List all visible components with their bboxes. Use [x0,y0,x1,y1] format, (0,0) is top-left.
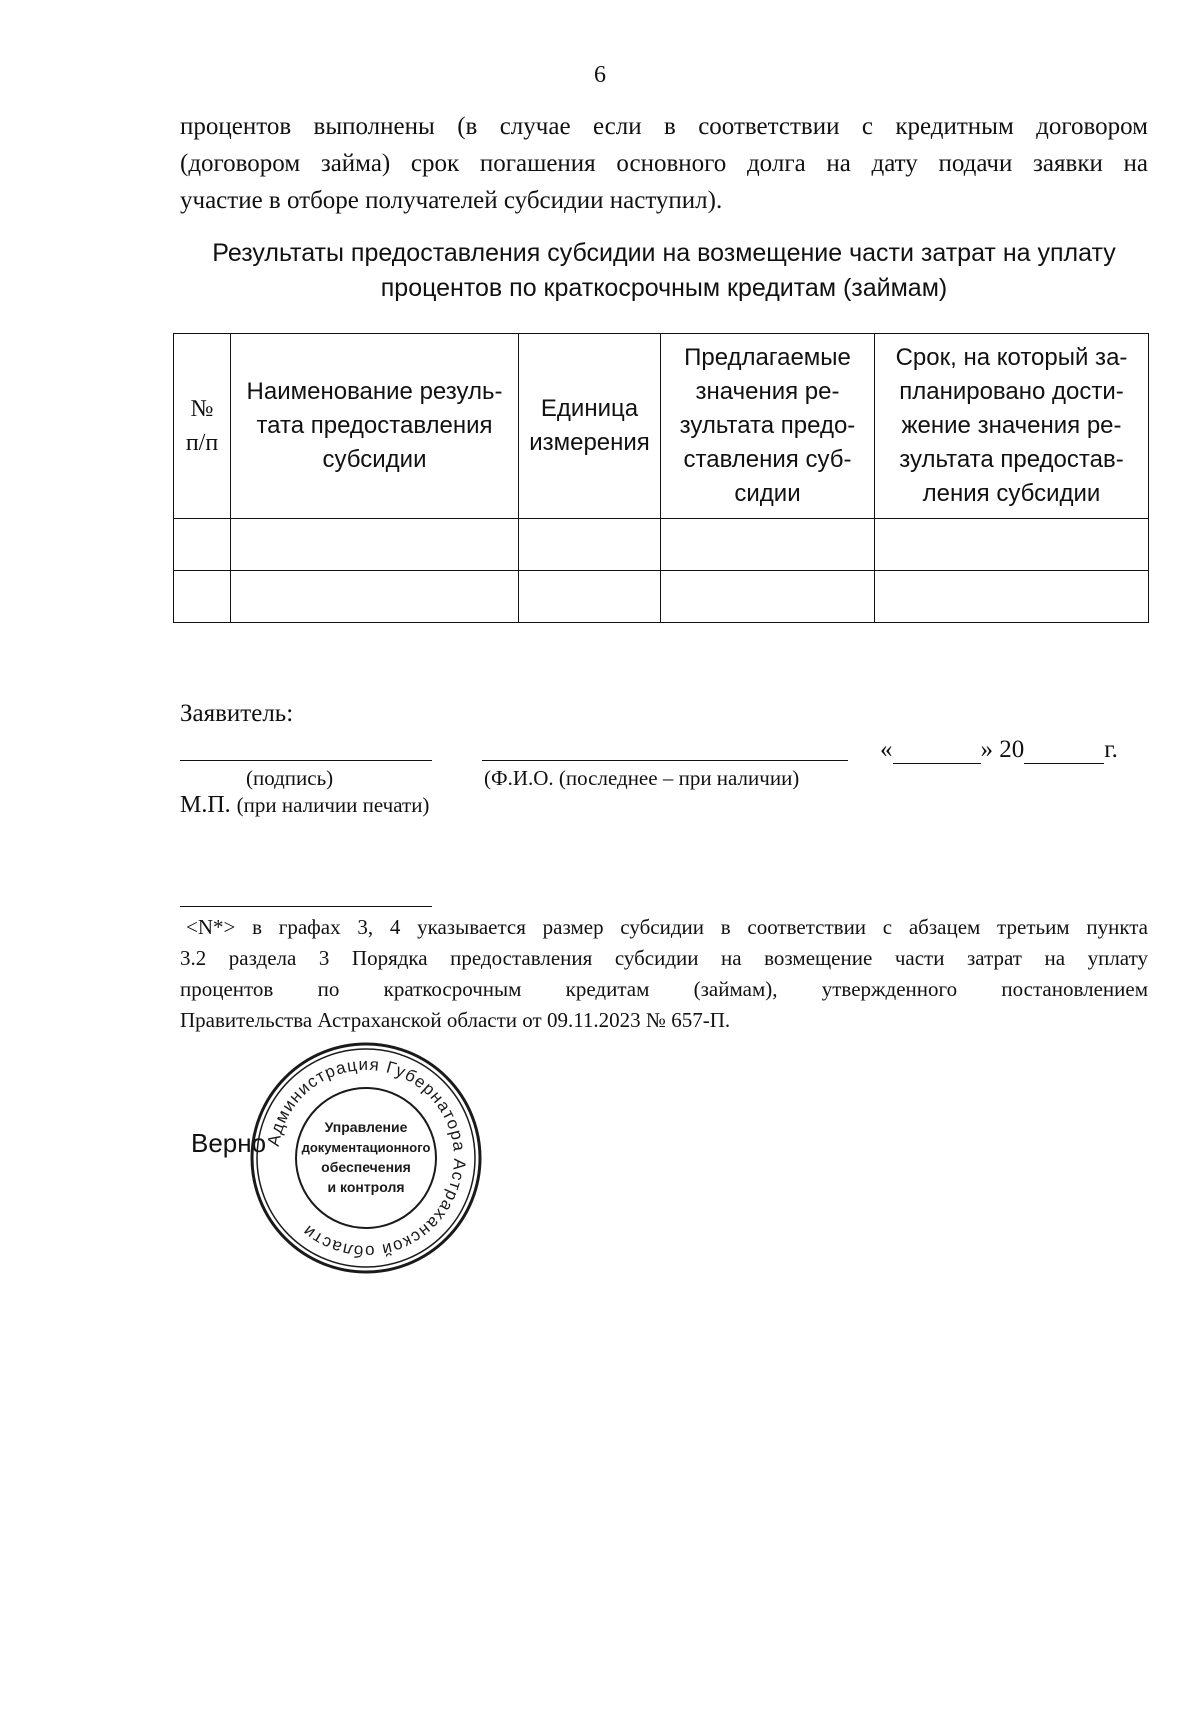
stamp-note: (при наличии печати) [236,793,430,817]
intro-line: (договором займа) срок погашения основного долга на дату подачи заявки на [180,150,1148,177]
header-text: тата предоставления [256,412,493,439]
name-line [482,760,848,761]
stamp-place [180,792,429,819]
header-text: планировано дости- [899,378,1124,405]
header-text: жение значения ре- [901,412,1122,439]
header-text: зультата предо- [679,412,856,439]
header-result-name [231,334,519,519]
header-text: сидии [734,480,801,507]
header-text: ставления суб- [683,446,852,473]
verno-label: Верно [191,1128,267,1158]
date-year-suffix: г. [1104,736,1118,763]
header-text: Предлагаемые [684,344,851,371]
footnote-line: Правительства Астраханской области от 09.11.2023 № 657-П. [180,1008,731,1032]
header-proposed-values [661,334,875,519]
header-text: Наименование резуль- [246,378,503,405]
footnote-separator [180,906,432,907]
table-cell [174,519,231,571]
seal-outer-ring [252,1044,480,1272]
seal-center-line: Управление [324,1119,408,1135]
header-text: п/п [185,430,219,456]
table-cell [875,519,1149,571]
intro-line: участие в отборе получателей субсидии наступил). [180,187,723,214]
name-caption: (Ф.И.О. (последнее – при наличии) [484,766,800,790]
applicant-label: Заявитель: [180,700,294,727]
header-text: значения ре- [695,378,840,405]
header-unit [519,334,661,519]
table-cell [519,571,661,623]
section-title [180,236,1148,306]
footnote [180,912,1148,1036]
header-text: № [190,396,214,422]
table-header-row [174,334,1149,519]
official-seal-icon [248,1040,484,1276]
section-title-line: Результаты предоставления субсидии на возмещение части затрат на уплату [212,239,1116,267]
table-cell [231,519,519,571]
table-row [174,519,1149,571]
seal-center-line: и контроля [327,1179,405,1195]
signature-line [180,760,432,761]
date-field [880,736,1118,764]
date-close-quote: » 20 [980,736,1025,763]
header-text: субсидии [322,446,427,473]
footnote-line: <N*> в графах 3, 4 указывается размер субсидии в соответствии с абзацем третьим пункта [186,915,1148,939]
stamp-label: М.П. [180,792,231,818]
date-open-quote: « [880,736,893,763]
header-text: ления субсидии [922,480,1101,507]
date-year-blank [1024,737,1104,764]
table-cell [875,571,1149,623]
seal-outer-ring-inner [257,1049,475,1267]
table-cell [661,571,875,623]
seal-center-line: обеспечения [321,1159,411,1175]
header-number [174,334,231,519]
page-number: 6 [594,62,606,88]
header-text: зультата предостав- [899,446,1124,473]
section-title-line: процентов по краткосрочным кредитам (займам) [380,274,948,302]
header-text: Срок, на который за- [895,344,1128,371]
header-deadline [875,334,1149,519]
seal-center-line: документационного [301,1140,431,1155]
table-cell [661,519,875,571]
intro-paragraph [180,108,1148,219]
table-cell [174,571,231,623]
table-row [174,571,1149,623]
results-table [173,333,1149,623]
header-text: Единица [540,395,639,422]
seal-ring-text: Администрация Губернатора Астраханской области [263,1054,470,1262]
table-cell [519,519,661,571]
intro-line: процентов выполнены (в случае если в соответствии с кредитным договором [180,113,1148,140]
date-day-month-blank [893,737,981,764]
footnote-line: процентов по краткосрочным кредитам (займам), утвержденного постановлением [180,977,1148,1001]
signature-caption: (подпись) [246,766,334,790]
footnote-line: 3.2 раздела 3 Порядка предоставления субсидии на возмещение части затрат на уплату [180,946,1148,970]
seal-inner-ring [296,1088,436,1228]
table-cell [231,571,519,623]
header-text: измерения [529,429,650,456]
